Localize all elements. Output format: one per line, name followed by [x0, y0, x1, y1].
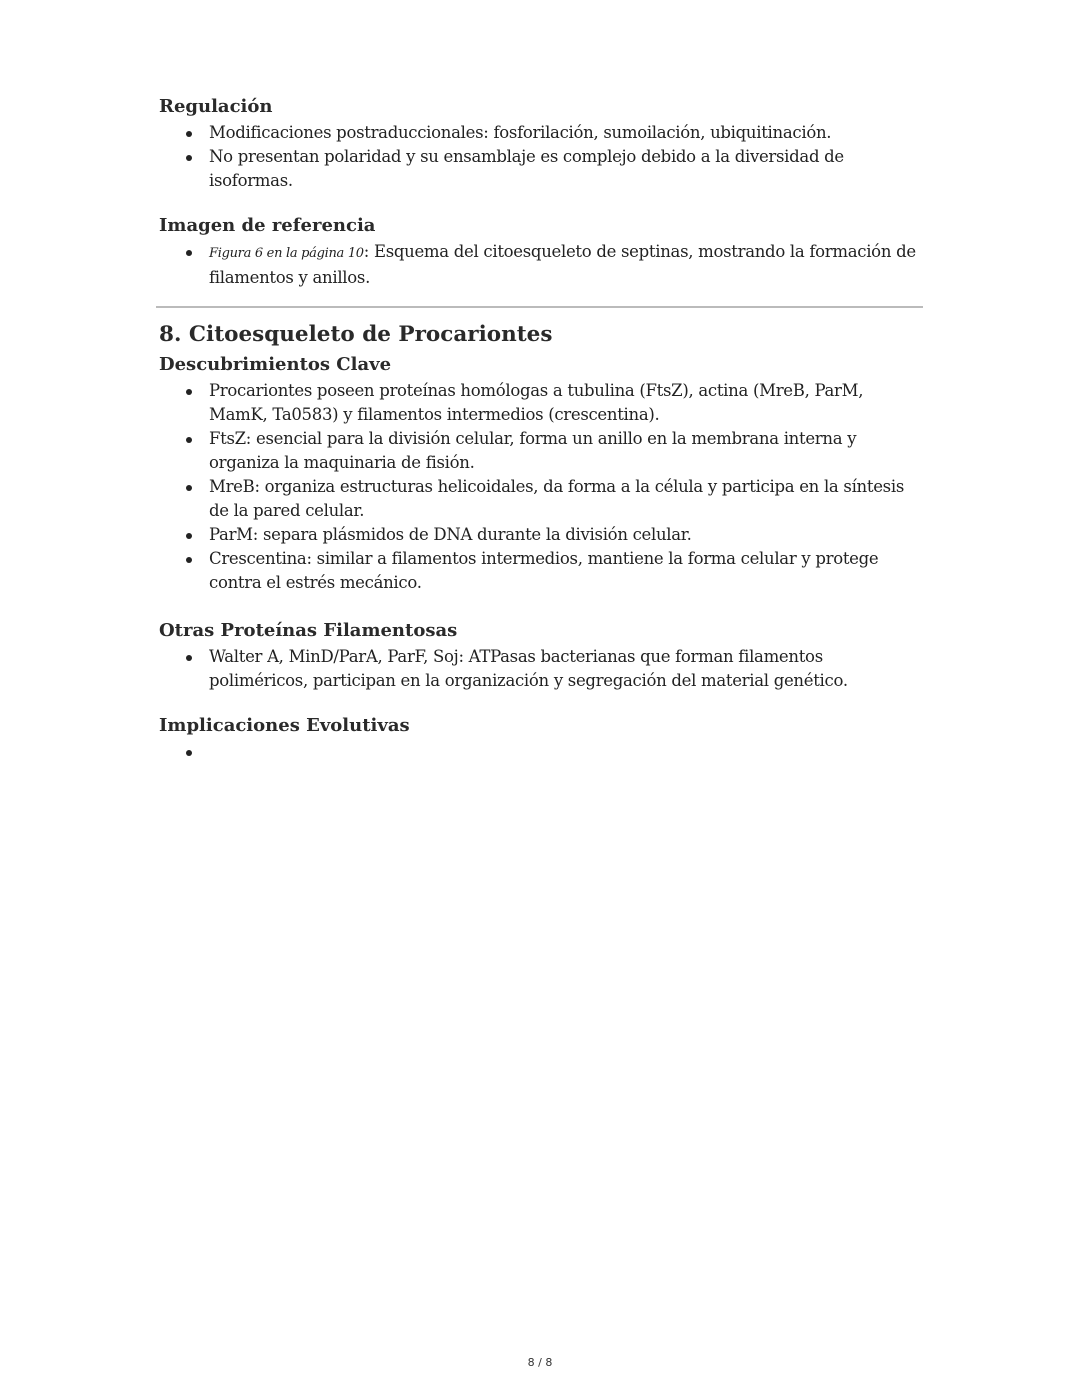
list-item	[209, 240, 919, 290]
figure-description: : Esquema del citoesqueleto de septinas, mostrando la formación de filamentos y anillos.	[209, 242, 916, 287]
regulacion-section	[159, 95, 919, 193]
section-heading: Imagen de referencia	[159, 215, 376, 236]
list-item: ParM: separa plásmidos de DNA durante la división celular.	[209, 523, 919, 547]
section-heading: Implicaciones Evolutivas	[159, 715, 410, 736]
list-item: FtsZ: esencial para la división celular, forma un anillo en la membrana interna y organiza la maquinaria de fisión.	[209, 427, 919, 475]
list-item: Walter A, MinD/ParA, ParF, Soj: ATPasas bacterianas que forman filamentos poliméricos, participan en la organización y segregación del material genético.	[209, 645, 919, 693]
imagen-section	[159, 214, 919, 290]
section-heading: Otras Proteínas Filamentosas	[159, 620, 458, 641]
page-number: 8 / 8	[527, 1356, 553, 1369]
list-item: No presentan polaridad y su ensamblaje es complejo debido a la diversidad de isoformas.	[209, 145, 919, 193]
list-item: Procariontes poseen proteínas homólogas a tubulina (FtsZ), actina (MreB, ParM, MamK, Ta0583) y filamentos intermedios (crescentina).	[209, 379, 919, 427]
list-item: Modificaciones postraduccionales: fosforilación, sumoilación, ubiquitinación.	[209, 121, 919, 145]
section-title: 8. Citoesqueleto de Procariontes	[159, 322, 553, 347]
section-heading: Descubrimientos Clave	[159, 354, 392, 375]
section-8	[159, 321, 919, 595]
section-divider	[156, 306, 923, 308]
otras-section	[159, 619, 919, 693]
section-heading: Regulación	[159, 96, 273, 117]
list-item	[209, 740, 919, 764]
implicaciones-section	[159, 714, 919, 764]
list-item: Crescentina: similar a filamentos intermedios, mantiene la forma celular y protege contra el estrés mecánico.	[209, 547, 919, 595]
list-item: MreB: organiza estructuras helicoidales, da forma a la célula y participa en la síntesis de la pared celular.	[209, 475, 919, 523]
figure-reference-link[interactable]: Figura 6 en la página 10	[209, 246, 364, 261]
